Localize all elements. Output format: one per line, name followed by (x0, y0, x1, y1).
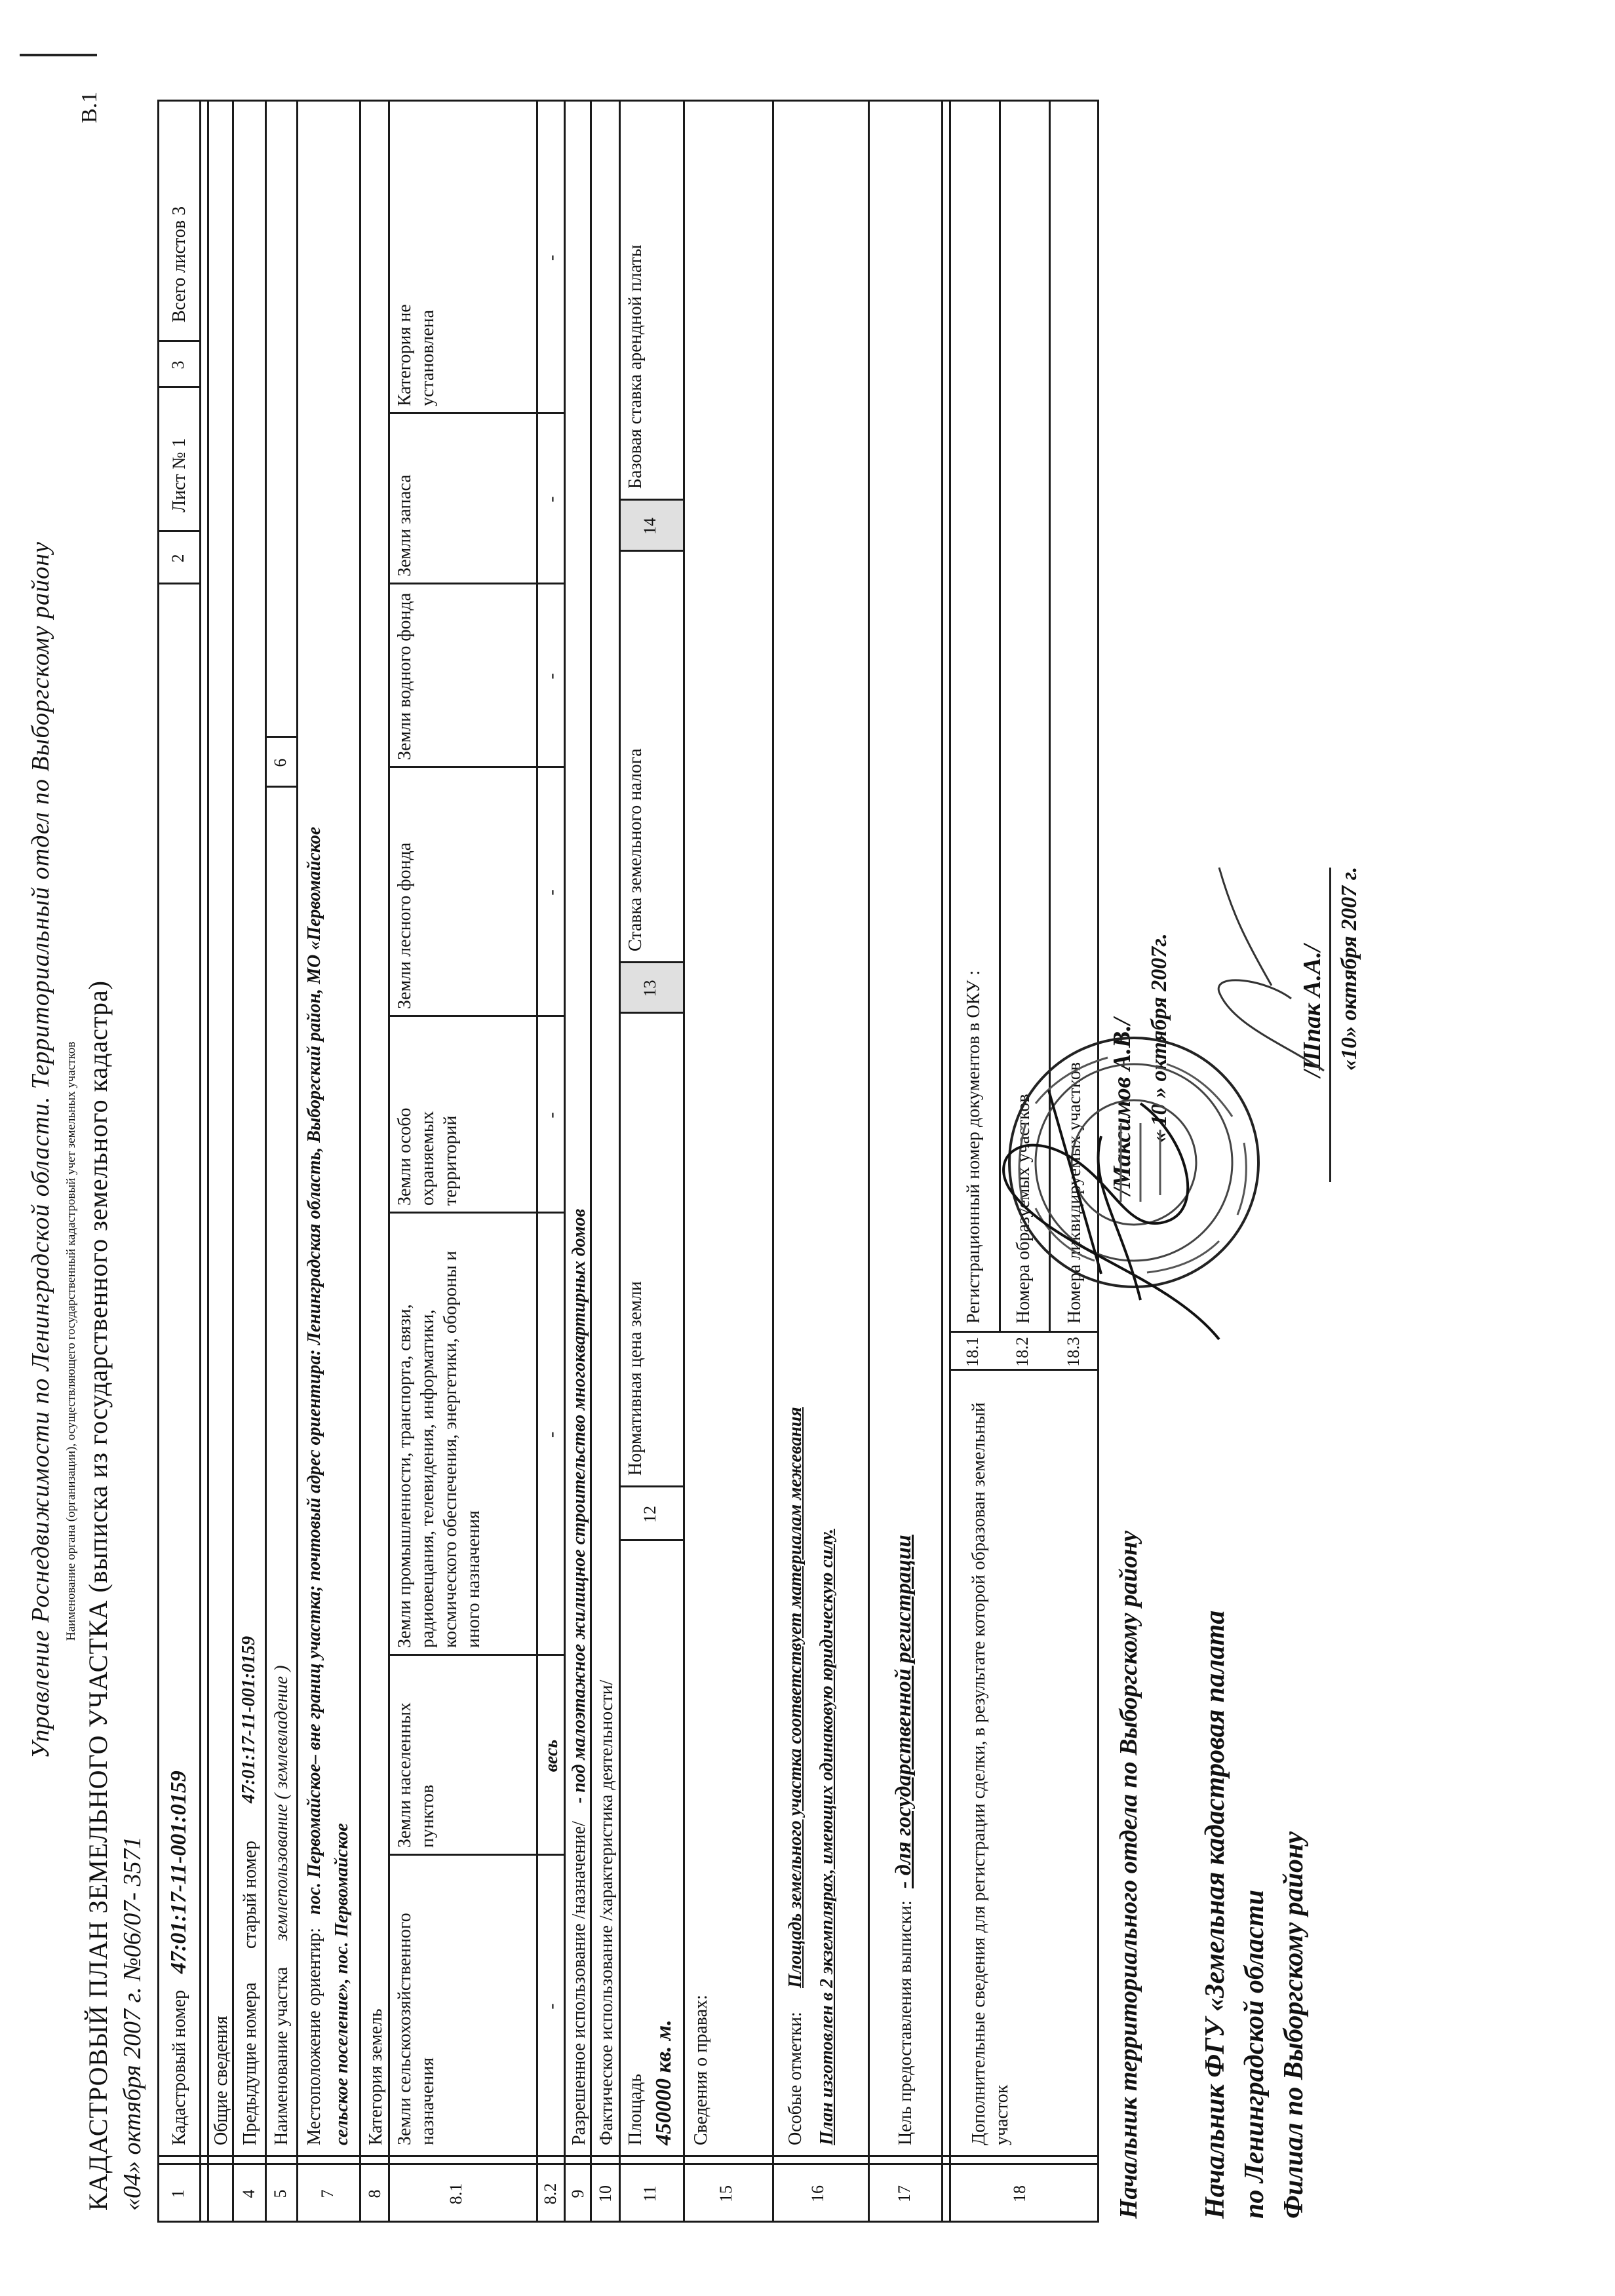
category-forest-fund: Земли лесного фонда (395, 842, 415, 1009)
category-reserve: Земли запаса (395, 474, 415, 577)
special-notes-line2: План изготовлен в 2 экземплярах, имеющих одинаковую юридическую силу. (817, 1529, 837, 2145)
row-number: 16 (808, 2185, 827, 2202)
extract-purpose-value: - для государственной регистрации (891, 1535, 916, 1888)
row-number: 11 (640, 2185, 659, 2202)
row-number: 5 (271, 2189, 290, 2198)
row-number: 17 (895, 2185, 914, 2202)
handwritten-signature (970, 1077, 1245, 1352)
row-number: 8.2 (541, 2183, 560, 2205)
form-reference: В.1 (77, 91, 102, 123)
cell-number: 3 (168, 360, 187, 370)
signer1-name: /Максимов А.В./ (1108, 1018, 1136, 1195)
registration-number-label: Регистрационный номер документов в ОКУ : (963, 970, 984, 1324)
category-not-set: Категория не установлена (395, 304, 438, 406)
row-number: 1 (168, 2189, 187, 2198)
form-title: КАДАСТРОВЫЙ ПЛАН ЗЕМЕЛЬНОГО УЧАСТКА (выписка из государственного земельного кадастра) (83, 980, 113, 2211)
handwritten-signature (1193, 848, 1350, 1084)
category-value: - (541, 254, 562, 261)
old-number-label: старый номер (240, 1841, 260, 1949)
row-number: 9 (568, 2189, 587, 2198)
land-category-label: Категория земель (366, 2008, 386, 2145)
liquidated-parcels-label: Номера ликвидируемых участков (1064, 1062, 1085, 1324)
area-label: Площадь (625, 2073, 646, 2145)
signer1-date: « 10 » октября 2007г. (1147, 933, 1171, 1143)
sheet-number: Лист № 1 (169, 438, 189, 512)
row-number: 4 (239, 2189, 258, 2198)
category-value: - (541, 1112, 562, 1119)
parcel-name-label: Наименование участка (271, 1966, 292, 2145)
land-tax-rate-label: Ставка земельного налога (625, 748, 646, 951)
category-agricultural: Земли сельскохозяйственного назначения (395, 1913, 438, 2145)
permitted-use-value: - под малоэтажное жилищное строительство многоквартирных домов (569, 1208, 589, 1803)
category-value: - (541, 673, 562, 679)
row-number: 18 (1010, 2185, 1029, 2202)
row-number: 10 (596, 2185, 615, 2202)
category-protected-areas: Земли особо охраняемых территорий (395, 1107, 461, 1206)
previous-numbers-label: Предыдущие номера (240, 1982, 260, 2145)
cadastral-form-table (157, 100, 1099, 2223)
base-rent-rate-label: Базовая ставка арендной платы (625, 244, 646, 489)
cell-number: 12 (640, 1506, 659, 1523)
category-value: - (541, 496, 562, 503)
rights-info-label: Сведения о правах: (691, 1995, 711, 2145)
cadastral-number-value: 47:01:17-11-001:0159 (166, 1770, 191, 1974)
signer2-title-line3: Филиал по Выборгскому району (1279, 1831, 1309, 2219)
old-number-value: 47:01:17-11-001:0159 (239, 1636, 259, 1803)
cell-number: 2 (168, 554, 187, 563)
category-settlements: Земли населенных пунктов (395, 1702, 438, 1848)
extract-purpose-label: Цель предоставления выписки: (895, 1900, 916, 2145)
category-industry-transport: Земли промышленности, транспорта, связи, радиовещания, телевидения, информатики, космического обеспечения, энергетики, обороны и иного назначения (395, 1251, 484, 1648)
parcel-name-value: землепользование ( землевладение ) (271, 1665, 292, 1941)
location-label: Местоположение ориентир: (304, 1927, 324, 2145)
row-number: 8 (365, 2189, 384, 2198)
signer1-title: Начальник территориального отдела по Выборгскому району (1115, 1531, 1142, 2219)
agency-note: Наименование органа (организации), осуществляющего государственный кадастровый учет земельных участков (64, 1041, 78, 1641)
section-general-info: Общие сведения (211, 2016, 231, 2145)
actual-use-label: Фактическое использование /характеристика деятельности/ (596, 1679, 617, 2145)
form-date-number: «04» октября 2007 г. №06/07- 3571 (119, 1836, 146, 2211)
total-sheets: Всего листов 3 (169, 206, 189, 322)
category-water-fund: Земли водного фонда (395, 592, 415, 760)
signer2-title-line1: Начальник ФГУ «Земельная кадастровая палата (1200, 1610, 1230, 2219)
signer2-date: «10» октября 2007 г. (1337, 866, 1361, 1071)
cell-number: 6 (271, 758, 290, 767)
permitted-use-label: Разрешенное использование /назначение/ (569, 1821, 589, 2145)
cell-number: 18.2 (1013, 1337, 1032, 1367)
location-value-line1: пос. Первомайское– вне границ участка; почтовый адрес ориентира: Ленинградская область, Выборгский район, МО «Первомайское (304, 826, 324, 1915)
special-notes-line1: Площадь земельного участка соответствует материалам межевания (785, 1407, 806, 1988)
additional-info-label: Дополнительные сведения для регистрации сделки, в результате которой образован земельный участок (969, 1402, 1012, 2145)
cell-number: 18.3 (1064, 1337, 1083, 1367)
area-value: 450000 кв. м. (652, 2019, 676, 2145)
signer2-name: /Шпак А.А./ (1298, 944, 1326, 1077)
formed-parcels-label: Номера образуемых участков (1013, 1094, 1034, 1324)
scan-edge-mark (20, 54, 97, 56)
normative-price-label: Нормативная цена земли (625, 1281, 646, 1476)
cell-number: 18.1 (963, 1337, 982, 1367)
row-number: 8.1 (446, 2183, 465, 2205)
cadastral-number-label: Кадастровый номер (169, 1989, 189, 2145)
category-value: - (541, 889, 562, 896)
special-notes-label: Особые отметки: (785, 2012, 806, 2145)
row-number: 15 (716, 2185, 735, 2202)
category-value: весь (541, 1739, 562, 1772)
cell-number: 14 (640, 518, 659, 535)
signer2-title-line2: по Ленинградской области (1239, 1890, 1270, 2219)
category-value: - (541, 1431, 562, 1438)
cell-number: 13 (640, 980, 659, 997)
row-number: 7 (318, 2189, 337, 2198)
agency-title: Управление Роснедвижимости по Ленинградской области. Территориальный отдел по Выборгскому району (27, 541, 54, 1759)
category-value: - (541, 2003, 562, 2010)
location-value-line2: сельское поселение», пос. Первомайское (332, 1823, 352, 2145)
